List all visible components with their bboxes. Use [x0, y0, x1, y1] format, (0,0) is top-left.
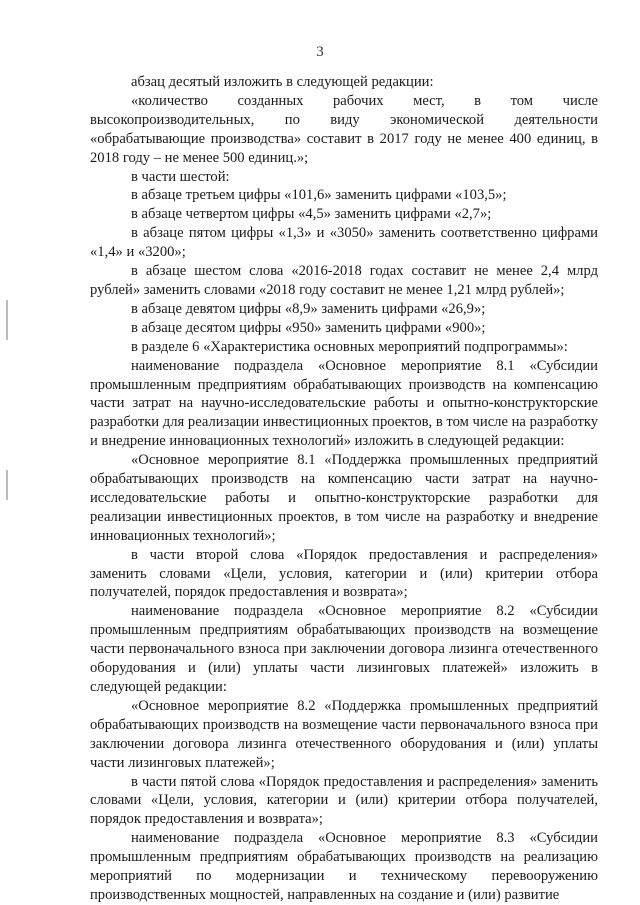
paragraph: «Основное мероприятие 8.2 «Поддержка промышленных предприятий обрабатывающих производств на возмещение части первоначального взноса при заключении договора лизинга отечественного оборудования и (или) уплаты части лизинговых платежей»; — [90, 697, 598, 771]
scan-margin-mark — [6, 470, 8, 500]
paragraph: «Основное мероприятие 8.1 «Поддержка промышленных предприятий обрабатывающих производств на компенсацию части затрат на научно-исследовательские работы и опытно-конструкторские разработки для реализации инвестиционных проектов, в том числе на разработку и внедрение инновационных технологий»; — [90, 452, 598, 544]
paragraph: в абзаце девятом цифры «8,9» заменить цифрами «26,9»; — [131, 300, 486, 317]
paragraph: в абзаце десятом цифры «950» заменить цифрами «900»; — [131, 319, 486, 336]
paragraph: «количество созданных рабочих мест, в том числе высокопроизводительных, по виду экономической деятельности «обрабатывающие производства» составит в 2017 году не менее 400 единиц, в 2018 году – не менее 500 единиц.»; — [90, 92, 598, 166]
paragraph: наименование подраздела «Основное мероприятие 8.1 «Субсидии промышленным предприятиям обрабатывающих производств на компенсацию части затрат на научно-исследовательские работы и опытно-конструкторские разработки для реализации инвестиционных проектов, в том числе на разработку и внедрение инновационных технологий» изложить в следующей редакции: — [90, 357, 598, 450]
paragraph: в абзаце шестом слова «2016-2018 годах составит не менее 2,4 млрд рублей» заменить словами «2018 году составит не менее 1,21 млрд рублей»; — [90, 263, 598, 298]
paragraph: в абзаце четвертом цифры «4,5» заменить цифрами «2,7»; — [131, 206, 492, 223]
paragraph: в абзаце пятом цифры «1,3» и «3050» заменить соответственно цифрами «1,4» и «3200»; — [90, 225, 598, 261]
paragraph: наименование подраздела «Основное мероприятие 8.3 «Субсидии промышленным предприятиям обрабатывающих производств на реализацию мероприятий по модернизации и техническому перевооружению производственных мощностей, направленных на создание и (или) развитие — [90, 830, 598, 903]
paragraph: наименование подраздела «Основное мероприятие 8.2 «Субсидии промышленным предприятиям обрабатывающих производств на возмещение части первоначального взноса при заключении договора лизинга отечественного оборудования и (или) уплаты части лизинговых платежей» изложить в следующей редакции: — [90, 603, 598, 695]
paragraph: в части пятой слова «Порядок предоставления и распределения» заменить словами «Цели, условия, категории и (или) критерии отбора получателей, порядок предоставления и возврата»; — [90, 773, 598, 828]
scan-margin-mark — [6, 300, 8, 340]
paragraph: в части второй слова «Порядок предоставления и распределения» заменить словами «Цели, условия, категории и (или) критерии отбора получателей, порядок предоставления и возврата»; — [90, 546, 598, 601]
page-number: 3 — [316, 44, 324, 60]
paragraph: в разделе 6 «Характеристика основных мероприятий подпрограммы»: — [131, 338, 568, 355]
paragraph: в абзаце третьем цифры «101,6» заменить цифрами «103,5»; — [131, 187, 507, 204]
paragraph: в части шестой: — [131, 168, 230, 185]
paragraph: абзац десятый изложить в следующей редакции: — [131, 74, 434, 90]
document-body — [90, 73, 598, 905]
